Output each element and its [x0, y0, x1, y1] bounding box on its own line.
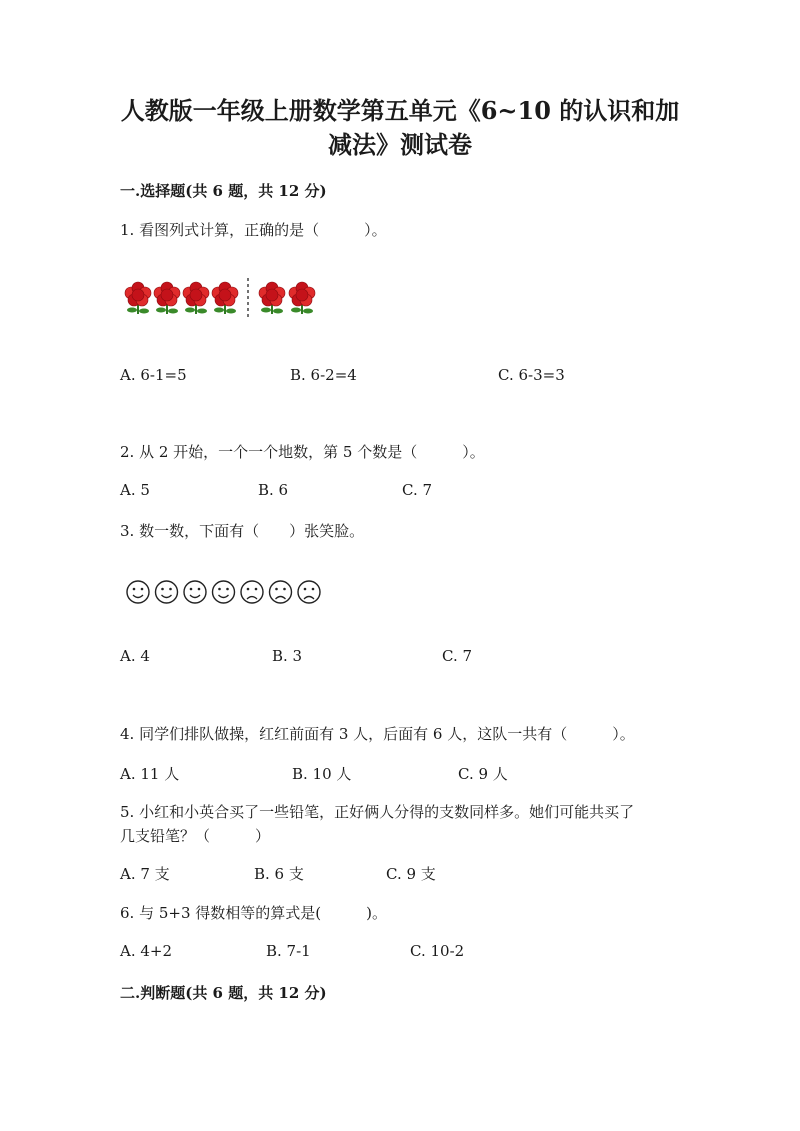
question-1-option-b[interactable]: B. 6-2=4 [290, 366, 357, 384]
page-title [100, 94, 700, 162]
title-line-1: 人教版一年级上册数学第五单元《6~10 的认识和加 [120, 96, 680, 125]
question-1-figure [120, 272, 326, 324]
question-5-line-1: 5. 小红和小英合买了一些铅笔，正好俩人分得的支数同样多。她们可能共买了 [120, 803, 635, 821]
question-3-option-a[interactable]: A. 4 [120, 647, 150, 665]
smiling-face-icon [184, 581, 206, 603]
question-3-text: 3. 数一数，下面有（ ）张笑脸。 [120, 522, 365, 540]
sad-face-icon [270, 581, 292, 603]
question-2-option-c[interactable]: C. 7 [402, 481, 433, 499]
question-4-option-b[interactable]: B. 10 人 [292, 765, 352, 783]
flower-bouquet-icon [289, 282, 315, 314]
question-3-option-c[interactable]: C. 7 [442, 647, 473, 665]
question-4-option-a[interactable]: A. 11 人 [120, 765, 180, 783]
question-6-option-a[interactable]: A. 4+2 [120, 942, 173, 960]
question-1-option-c[interactable]: C. 6-3=3 [498, 366, 565, 384]
sad-face-icon [298, 581, 320, 603]
question-5-line-2: 几支铅笔？（ ） [120, 827, 271, 845]
question-5-option-b[interactable]: B. 6 支 [254, 865, 304, 883]
flower-group-left [125, 282, 238, 314]
question-2-text: 2. 从 2 开始，一个一个地数，第 5 个数是（ ）。 [120, 443, 485, 461]
sad-face-icon [241, 581, 263, 603]
flower-bouquet-icon [154, 282, 180, 314]
question-2-option-a[interactable]: A. 5 [120, 481, 150, 499]
title-line-2: 减法》测试卷 [328, 130, 472, 159]
smiling-face-icon [127, 581, 149, 603]
question-3-figure [126, 578, 326, 606]
flower-bouquet-icon [125, 282, 151, 314]
question-5-option-a[interactable]: A. 7 支 [120, 865, 170, 883]
flower-bouquet-icon [212, 282, 238, 314]
question-5-text [120, 800, 680, 848]
smiling-face-icon [156, 581, 178, 603]
question-6-option-c[interactable]: C. 10-2 [410, 942, 465, 960]
question-2-option-b[interactable]: B. 6 [258, 481, 289, 499]
question-4-text: 4. 同学们排队做操，红红前面有 3 人，后面有 6 人，这队一共有（ ）。 [120, 725, 635, 743]
flower-group-right [259, 282, 315, 314]
flower-bouquet-icon [259, 282, 285, 314]
section-heading-choice: 一.选择题(共 6 题，共 12 分) [120, 182, 327, 200]
question-3-option-b[interactable]: B. 3 [272, 647, 303, 665]
smiling-face-icon [213, 581, 235, 603]
question-5-option-c[interactable]: C. 9 支 [386, 865, 436, 883]
flower-bouquet-icon [183, 282, 209, 314]
section-heading-judgment: 二.判断题(共 6 题，共 12 分) [120, 984, 327, 1002]
question-1-option-a[interactable]: A. 6-1=5 [120, 366, 187, 384]
question-6-option-b[interactable]: B. 7-1 [266, 942, 311, 960]
question-6-text: 6. 与 5+3 得数相等的算式是( )。 [120, 904, 387, 922]
question-1-text: 1. 看图列式计算，正确的是（ ）。 [120, 221, 387, 239]
question-4-option-c[interactable]: C. 9 人 [458, 765, 508, 783]
